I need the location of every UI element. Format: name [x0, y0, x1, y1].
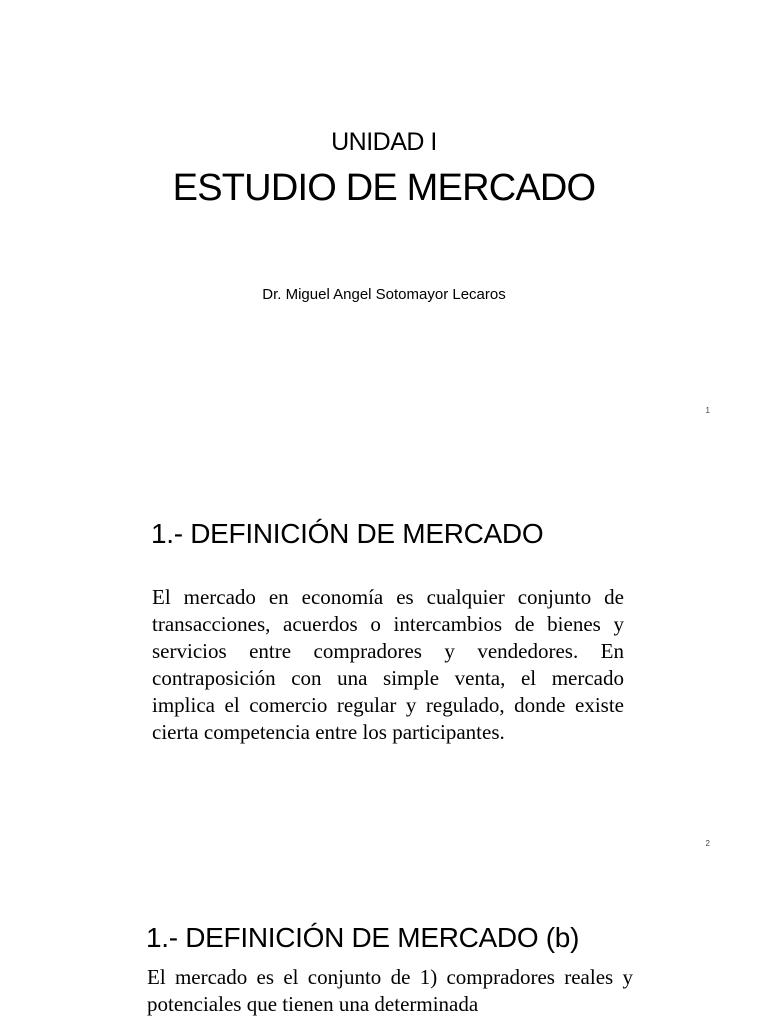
main-title: ESTUDIO DE MERCADO	[172, 167, 596, 209]
author-name: Dr. Miguel Angel Sotomayor Lecaros	[262, 286, 506, 303]
section-heading: 1.- DEFINICIÓN DE MERCADO (b)	[146, 922, 580, 953]
unit-label: UNIDAD I	[331, 128, 437, 156]
slide-2	[0, 432, 768, 864]
slide-1	[0, 0, 768, 432]
body-paragraph: El mercado es el conjunto de 1) compradores reales y potenciales que tienen una determinada	[147, 965, 633, 1016]
page-number: 2	[705, 839, 710, 848]
body-paragraph: El mercado en economía es cualquier conjunto de transacciones, acuerdos o intercambios de bienes y servicios entre compradores y vendedores. En contraposición con una simple venta, el mercado implica el comercio regular y regulado, donde existe cierta competencia entre los participantes.	[152, 585, 624, 744]
slide-3	[0, 864, 768, 1024]
section-heading: 1.- DEFINICIÓN DE MERCADO	[151, 518, 544, 549]
page-number: 1	[705, 406, 710, 415]
